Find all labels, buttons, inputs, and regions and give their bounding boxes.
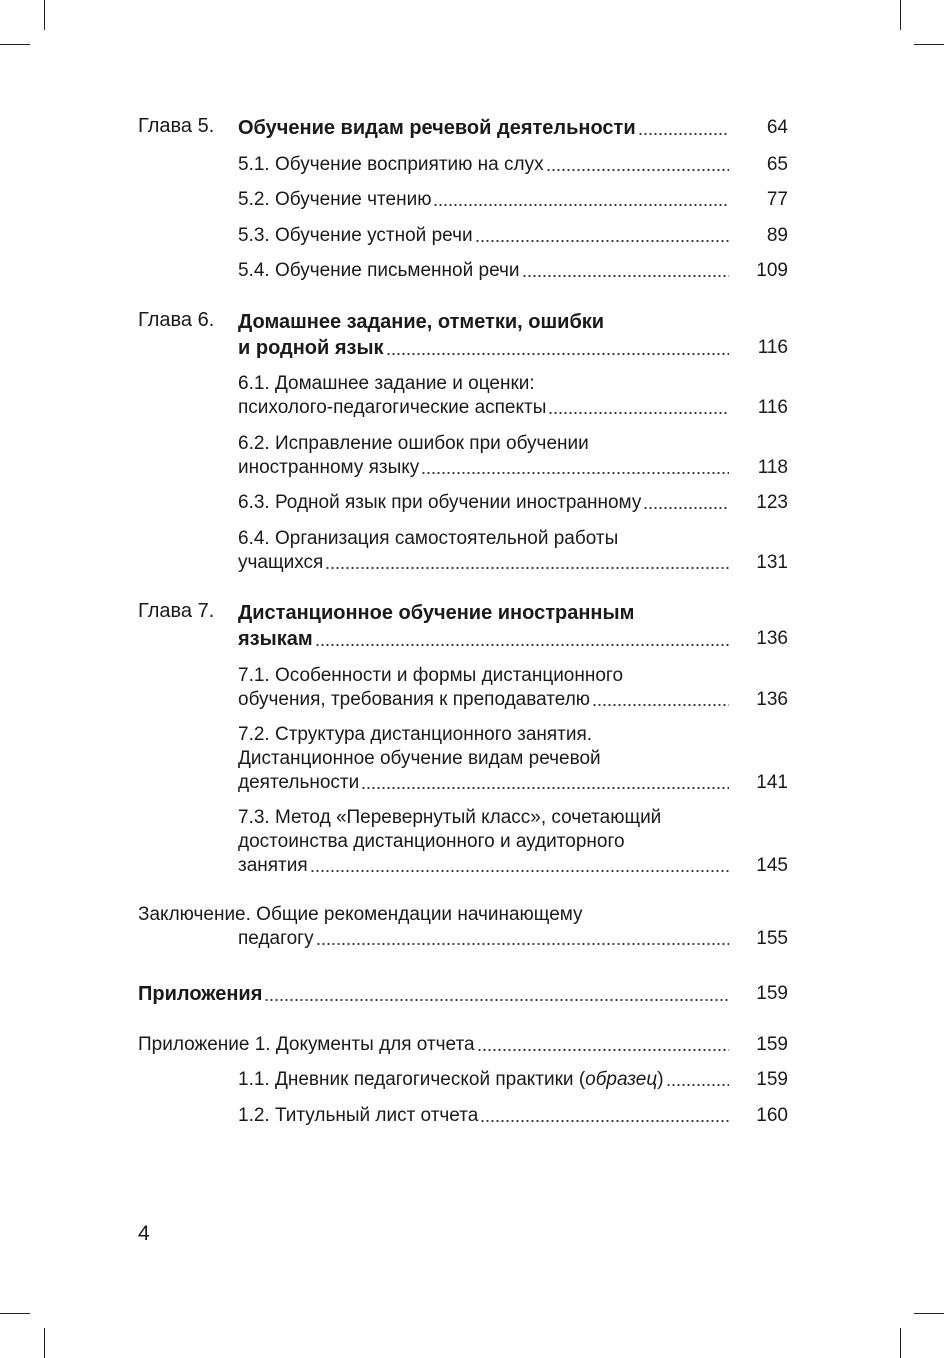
crop-mark [900, 1328, 901, 1358]
entry-title-text: Обучение видам речевой деятельности [238, 117, 636, 139]
dot-leader [264, 981, 729, 1007]
dot-leader [325, 551, 729, 575]
toc-entry[interactable] [138, 664, 788, 712]
toc-entry[interactable] [138, 527, 788, 575]
chapter-label: Глава 7. [138, 600, 215, 622]
page-ref: 145 [756, 855, 788, 876]
crop-mark [44, 0, 45, 30]
entry-title [238, 335, 384, 361]
entry-title-text: педагогу [238, 928, 314, 949]
crop-mark [914, 44, 944, 45]
entry-title-text: 5.4. Обучение письменной речи [238, 260, 520, 281]
entry-title-text: занятия [238, 855, 308, 876]
entry-title-text: психолого-педагогические аспекты [238, 397, 547, 418]
toc-entry[interactable] [138, 309, 788, 361]
entry-title-line: Домашнее задание, отметки, ошибки [238, 311, 605, 333]
entry-title [238, 1104, 478, 1128]
chapter-label: Глава 5. [138, 115, 215, 137]
dot-leader [666, 1068, 729, 1092]
entry-title [238, 927, 314, 951]
page-ref: 160 [756, 1105, 788, 1126]
entry-title [238, 396, 546, 420]
dot-leader [386, 335, 729, 361]
entry-title [238, 153, 544, 177]
dot-leader [592, 688, 729, 712]
crop-mark [0, 44, 30, 45]
entry-title-text: и родной язык [238, 337, 384, 359]
entry-title-text: 6.3. Родной язык при обучении иностранному [238, 492, 642, 513]
entry-title-italic: образец [585, 1069, 658, 1090]
entry-title-text: 1.1. Дневник педагогической практики ( [238, 1069, 586, 1090]
crop-mark [44, 1328, 45, 1358]
entry-title [238, 854, 308, 878]
entry-title-text: деятельности [238, 772, 360, 793]
page-ref: 159 [756, 1034, 788, 1055]
entry-title-line: 6.1. Домашнее задание и оценки: [238, 373, 535, 394]
dot-leader [316, 927, 729, 951]
toc-entry[interactable] [138, 188, 788, 212]
page-number: 4 [138, 1222, 150, 1245]
toc-entry[interactable] [138, 981, 788, 1007]
entry-title [238, 688, 590, 712]
entry-title-line: 6.2. Исправление ошибок при обучении [238, 433, 589, 454]
dot-leader [548, 396, 729, 420]
chapter-label: Глава 6. [138, 309, 215, 331]
toc-entry[interactable] [138, 259, 788, 283]
entry-title-suffix: ) [657, 1069, 664, 1090]
toc-entry[interactable] [138, 1068, 788, 1092]
dot-leader [475, 224, 729, 248]
dot-leader [421, 456, 729, 480]
dot-leader [546, 153, 729, 177]
page-ref: 159 [756, 1069, 788, 1090]
crop-mark [0, 1313, 30, 1314]
entry-title-text: Приложение 1. Документы для отчета [138, 1034, 475, 1055]
page-ref: 136 [756, 628, 788, 649]
page-ref: 77 [766, 189, 788, 210]
crop-mark [900, 0, 901, 30]
dot-leader [638, 115, 729, 141]
entry-title-text: 1.2. Титульный лист отчета [238, 1105, 479, 1126]
dot-leader [480, 1104, 729, 1128]
toc-entry[interactable] [138, 115, 788, 141]
toc-entry[interactable] [138, 723, 788, 795]
page-ref: 123 [756, 492, 788, 513]
toc-entry[interactable] [138, 1033, 788, 1057]
entry-title [238, 456, 419, 480]
dot-leader [522, 259, 729, 283]
crop-mark [914, 1313, 944, 1314]
entry-title-text: 5.3. Обучение устной речи [238, 225, 473, 246]
entry-title-text: 5.1. Обучение восприятию на слух [238, 154, 544, 175]
entry-title-text: Приложения [138, 983, 263, 1005]
dot-leader [315, 626, 729, 652]
dot-leader [433, 188, 729, 212]
entry-title [238, 1068, 664, 1092]
page-ref: 131 [756, 552, 788, 573]
entry-title [238, 551, 323, 575]
toc-entry[interactable] [138, 600, 788, 652]
entry-title [238, 115, 636, 141]
page-ref: 155 [756, 928, 788, 949]
toc-entry[interactable] [138, 432, 788, 480]
toc-entry[interactable] [138, 372, 788, 420]
dot-leader [310, 854, 729, 878]
entry-title-text: иностранному языку [238, 457, 420, 478]
entry-title-line: достоинства дистанционного и аудиторного [238, 831, 625, 852]
page-ref: 65 [766, 154, 788, 175]
entry-title [238, 626, 313, 652]
entry-title-line: 7.2. Структура дистанционного занятия. [238, 724, 593, 745]
entry-title-line: 7.3. Метод «Перевернутый класс», сочетающий [238, 807, 662, 828]
page-ref: 109 [756, 260, 788, 281]
dot-leader [361, 771, 729, 795]
toc-entry[interactable] [138, 903, 788, 951]
dot-leader [643, 491, 729, 515]
entry-title [238, 491, 641, 515]
entry-title [138, 1033, 475, 1057]
page-ref: 159 [756, 983, 788, 1004]
page-ref: 89 [766, 225, 788, 246]
entry-title-line: 6.4. Организация самостоятельной работы [238, 528, 619, 549]
page-ref: 141 [756, 772, 788, 793]
entry-title [138, 981, 262, 1007]
entry-title [238, 771, 359, 795]
dot-leader [477, 1033, 729, 1057]
entry-title [238, 259, 520, 283]
page-ref: 136 [756, 689, 788, 710]
toc-entry[interactable] [138, 153, 788, 177]
entry-title-line: Дистанционное обучение иностранным [238, 602, 635, 624]
page-ref: 116 [757, 337, 788, 358]
toc-entry[interactable] [138, 1104, 788, 1128]
entry-title-line: Заключение. Общие рекомендации начинающему [138, 904, 583, 925]
entry-title-text: учащихся [238, 552, 324, 573]
entry-title-text: языкам [238, 628, 313, 650]
page-ref: 116 [757, 397, 788, 418]
entry-title [238, 188, 431, 212]
entry-title [238, 224, 473, 248]
entry-title-text: обучения, требования к преподавателю [238, 689, 591, 710]
toc-entry[interactable] [138, 224, 788, 248]
page-ref: 64 [766, 117, 788, 138]
entry-title-line: 7.1. Особенности и формы дистанционного [238, 665, 624, 686]
toc-entry[interactable] [138, 806, 788, 878]
entry-title-line: Дистанционное обучение видам речевой [238, 748, 601, 769]
toc-entry[interactable] [138, 491, 788, 515]
page-ref: 118 [757, 457, 788, 478]
entry-title-text: 5.2. Обучение чтению [238, 189, 432, 210]
